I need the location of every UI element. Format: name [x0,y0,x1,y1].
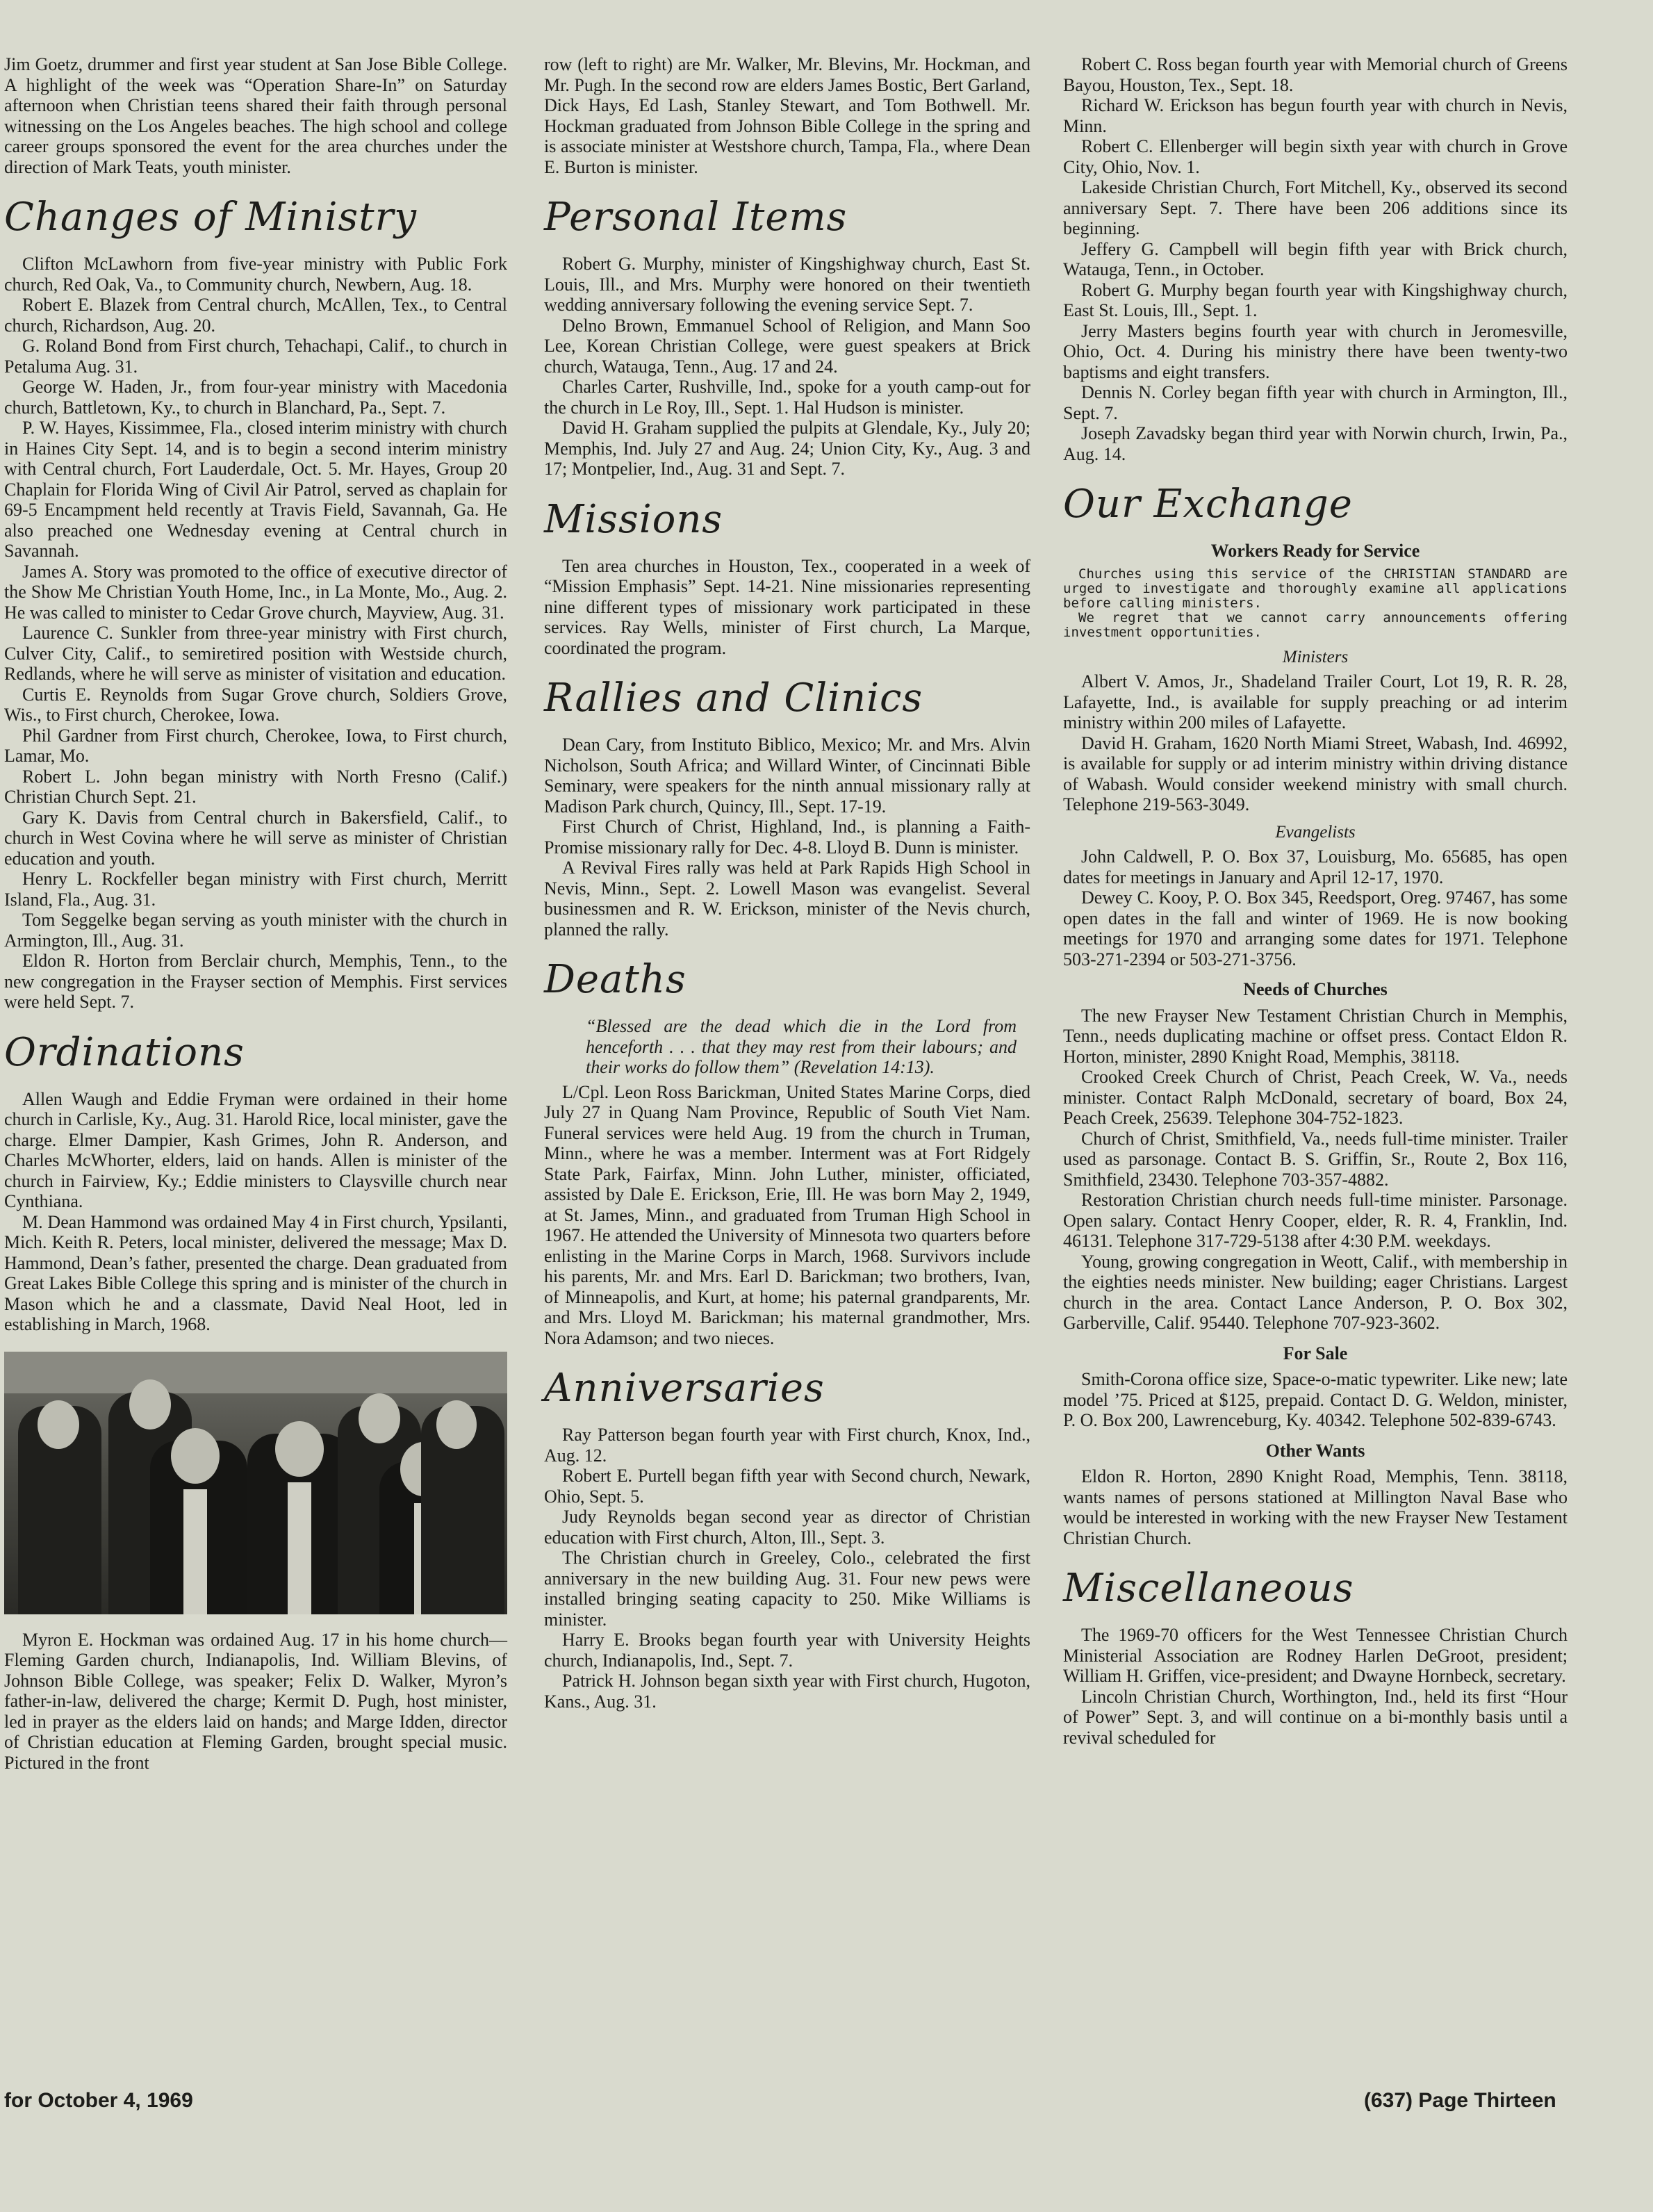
section-title-miscellaneous: Miscellaneous [1063,1566,1354,1611]
list-item: Eldon R. Horton, 2890 Knight Road, Memphis, Tenn. 38118, wants names of persons stationed at Millington Naval Base who would be interested in working with the new Frayser New Testament Christian Church. [1063,1466,1568,1548]
section-title-deaths: Deaths [544,957,686,1002]
list-item: Richard W. Erickson has begun fourth year with church in Nevis, Minn. [1063,95,1568,136]
list-item: Jeffery G. Campbell will begin fifth year with Brick church, Watauga, Tenn., in October. [1063,238,1568,279]
list-item: Robert E. Purtell began fifth year with Second church, Newark, Ohio, Sept. 5. [544,1466,1030,1507]
column-2 [544,54,1030,1712]
subheading-ministers: Ministers [1282,647,1349,666]
footer-date: for October 4, 1969 [4,2089,193,2112]
list-item: Robert E. Blazek from Central church, McAllen, Tex., to Central church, Richardson, Aug. 20. [4,295,507,336]
section-title-personal: Personal Items [544,195,848,240]
list-item: Restoration Christian church needs full-time minister. Parsonage. Open salary. Contact Henry Cooper, elder, R. R. 4, Franklin, Ind. 46131. Telephone 317-729-5138 after 4:30 P.M. weekdays. [1063,1190,1568,1251]
list-item: Young, growing congregation in Weott, Calif., with membership in the eighties needs minister. New building; eager Christians. Largest church in the area. Contact Lance Anderson, P. O. Box 302, Garberville, Calif. 95440. Telephone 707-923-3602. [1063,1251,1568,1333]
list-item: Robert G. Murphy began fourth year with Kingshighway church, East St. Louis, Ill., Sept. 1. [1063,279,1568,320]
list-item: M. Dean Hammond was ordained May 4 in First church, Ypsilanti, Mich. Keith R. Peters, local minister, delivered the message; Max D. Hammond, Dean’s father, presented the charge. Dean graduated from Great Lakes Bible College this spring and is minister of the church in Mason which he and a classmate, David Neal Hoot, led in establishing in March, 1968. [4,1211,507,1334]
photo-caption: Myron E. Hockman was ordained Aug. 17 in his home church—Fleming Garden church, Indianapolis, Ind. William Blevins, of Johnson Bible College, was speaker; Felix D. Walker, Myron’s father-in-law, delivered the charge; Kermit D. Pugh, host minister, led in prayer as the elders laid on hands; and Marge Idden, director of Christian education at Fleming Garden, brought special music. Pictured in the front [4,1629,507,1773]
list-item: George W. Haden, Jr., from four-year ministry with Macedonia church, Battletown, Ky., to church in Blanchard, Pa., Sept. 7. [4,377,507,418]
subheading-sale: For Sale [1283,1343,1348,1363]
section-title-ordinations: Ordinations [4,1029,245,1075]
list-item: Dennis N. Corley began fifth year with church in Armington, Ill., Sept. 7. [1063,382,1568,423]
list-item: David H. Graham, 1620 North Miami Street, Wabash, Ind. 46992, is available for supply or ad interim ministry within driving distance of Wabash. Would consider weekend ministry with small church. Telephone 219-563-3049. [1063,732,1568,814]
section-title-anniversaries: Anniversaries [544,1366,825,1411]
exchange-notice [1063,567,1568,640]
section-title-exchange: Our Exchange [1063,482,1353,527]
list-item: Joseph Zavadsky began third year with Norwin church, Irwin, Pa., Aug. 14. [1063,423,1568,464]
list-item: Robert C. Ellenberger will begin sixth year with church in Grove City, Ohio, Nov. 1. [1063,136,1568,177]
list-item: Laurence C. Sunkler from three-year ministry with First church, Culver City, Calif., to semiretired position with Westside church, Redlands, where he will serve as minister of visitation and education. [4,623,507,684]
list-item: Curtis E. Reynolds from Sugar Grove church, Soldiers Grove, Wis., to First church, Cherokee, Iowa. [4,684,507,725]
list-item: Robert C. Ross began fourth year with Memorial church of Greens Bayou, Houston, Tex., Sept. 18. [1063,54,1568,95]
list-item: James A. Story was promoted to the office of executive director of the Show Me Christian Youth Home, Inc., in La Monte, Mo., Aug. 2. He was called to minister to Cedar Grove church, Mayview, Aug. 31. [4,561,507,623]
list-item: Eldon R. Horton from Berclair church, Memphis, Tenn., to the new congregation in the Frayser section of Memphis. First services were held Sept. 7. [4,951,507,1012]
notice-text: Churches using this service of the CHRISTIAN STANDARD are urged to investigate and thoroughly examine all applications before calling ministers. [1063,566,1568,611]
list-item: Dewey C. Kooy, P. O. Box 345, Reedsport, Oreg. 97467, has some open dates in the fall and winter of 1969. He is now booking meetings for 1970 and arranging some dates for 1971. Telephone 503-271-2394 or 503-271-3756. [1063,887,1568,969]
column-1 [4,54,507,1773]
scripture-quote: “Blessed are the dead which die in the Lord from henceforth . . . that they may rest from their labours; and their works do follow them” (Revelation 14:13). [586,1016,1017,1077]
list-item: Harry E. Brooks began fourth year with University Heights church, Indianapolis, Ind., Sept. 7. [544,1630,1030,1671]
list-item: Phil Gardner from First church, Cherokee, Iowa, to First church, Lamar, Mo. [4,725,507,766]
list-item: Ten area churches in Houston, Tex., cooperated in a week of “Mission Emphasis” Sept. 14-21. Nine missionaries representing nine different types of missionary work participated in these services. Ray Wells, minister of First church, La Marque, coordinated the program. [544,555,1030,658]
list-item: First Church of Christ, Highland, Ind., is planning a Faith-Promise missionary rally for Dec. 4-8. Lloyd B. Dunn is minister. [544,817,1030,858]
column-3 [1063,54,1568,1748]
list-item: Jerry Masters begins fourth year with church in Jeromesville, Ohio, Oct. 4. During his ministry there have been twenty-two baptisms and eight transfers. [1063,320,1568,382]
subheading-needs: Needs of Churches [1243,979,1388,999]
subheading-evangelists: Evangelists [1275,822,1356,842]
section-title-rallies: Rallies and Clinics [544,675,923,721]
list-item: Henry L. Rockfeller began ministry with First church, Merritt Island, Fla., Aug. 31. [4,869,507,910]
list-item: Patrick H. Johnson began sixth year with First church, Hugoton, Kans., Aug. 31. [544,1671,1030,1712]
changes-list [4,254,507,1013]
section-title-missions: Missions [544,496,723,542]
list-item: Lakeside Christian Church, Fort Mitchell, Ky., observed its second anniversary Sept. 7. There have been 206 additions since its beginning. [1063,177,1568,238]
list-item: Smith-Corona office size, Space-o-matic typewriter. Like new; late model ’75. Priced at $125, prepaid. Contact D. G. Weldon, minister, P. O. Box 200, Lawrenceburg, Ky. 40342. Telephone 502-839-6743. [1063,1369,1568,1430]
list-item: G. Roland Bond from First church, Tehachapi, Calif., to church in Petaluma Aug. 31. [4,336,507,377]
list-item: The Christian church in Greeley, Colo., celebrated the first anniversary in the new building Aug. 31. Four new pews were installed bringing seating capacity to 250. Mike Williams is minister. [544,1548,1030,1630]
list-item: Robert L. John began ministry with North Fresno (Calif.) Christian Church Sept. 21. [4,766,507,807]
list-item: Tom Seggelke began serving as youth minister with the church in Armington, Ill., Aug. 31. [4,910,507,951]
footer-page-number: (637) Page Thirteen [1364,2089,1556,2112]
intro-paragraph: Jim Goetz, drummer and first year student at San Jose Bible College. A highlight of the week was “Operation Share-In” on Saturday afternoon when Christian teens shared their faith through personal witnessing on the Los Angeles beaches. The high school and college career groups sponsored the event for the area churches under the direction of Mark Teats, youth minister. [4,54,507,177]
list-item: L/Cpl. Leon Ross Barickman, United States Marine Corps, died July 27 in Quang Nam Province, Republic of South Viet Nam. Funeral services were held Aug. 19 from the church in Truman, Minn., where he was a member. Interment was at Fort Ridgely State Park, Fairfax, Minn. John Luther, minister, officiated, assisted by Dale E. Erickson, Erie, Ill. He was born May 2, 1949, at St. James, Minn., and graduated from Truman High School in 1967. He attended the University of Minnesota two quarters before enlisting in the Marine Corps in March, 1968. Survivors include his parents, Mr. and Mrs. Earl D. Barickman; two brothers, Ivan, of Minneapolis, and Kurt, at home; his paternal grandparents, Mr. and Mrs. Lloyd M. Barickman; his maternal grandmother, Mrs. Nora Adamson; and two nieces. [544,1081,1030,1348]
list-item: John Caldwell, P. O. Box 37, Louisburg, Mo. 65685, has open dates for meetings in January and April 12-17, 1970. [1063,846,1568,887]
list-item: David H. Graham supplied the pulpits at Glendale, Ky., July 20; Memphis, Ind. July 27 and Aug. 24; Union City, Ky., Aug. 3 and 17; Montpelier, Ind., Aug. 31 and Sept. 7. [544,418,1030,479]
list-item: Robert G. Murphy, minister of Kingshighway church, East St. Louis, Ill., and Mrs. Murphy were honored on their twentieth wedding anniversary following the evening service Sept. 7. [544,254,1030,315]
list-item: Dean Cary, from Instituto Biblico, Mexico; Mr. and Mrs. Alvin Nicholson, South Africa; and Willard Winter, of Cincinnati Bible Seminary, were speakers for the ninth annual missionary rally at Madison Park church, Quincy, Ill., Sept. 17-19. [544,735,1030,817]
list-item: P. W. Hayes, Kissimmee, Fla., closed interim ministry with church in Haines City Sept. 14, and is to begin a second interim ministry with Central church, Fort Lauderdale, Oct. 5. Mr. Hayes, Group 20 Chaplain for Florida Wing of Civil Air Patrol, served as chaplain for 69-5 Encampment held recently at Travis Field, Savannah, Ga. He also preached one Wednesday evening at Central church in Savannah. [4,418,507,561]
list-item: Albert V. Amos, Jr., Shadeland Trailer Court, Lot 19, R. R. 28, Lafayette, Ind., is available for supply preaching or ad interim ministry within 200 miles of Lafayette. [1063,671,1568,732]
section-title-changes: Changes of Ministry [4,195,418,240]
subheading-wants: Other Wants [1265,1440,1365,1461]
list-item: A Revival Fires rally was held at Park Rapids High School in Nevis, Minn., Sept. 2. Lowell Mason was evangelist. Several businessmen and R. W. Erickson, minister of the Nevis church, planned the rally. [544,858,1030,940]
ordination-photo [4,1352,507,1614]
list-item: The new Frayser New Testament Christian Church in Memphis, Tenn., needs duplicating machine or offset press. Contact Eldon R. Horton, minister, 2890 Knight Road, Memphis, 38118. [1063,1005,1568,1067]
list-item: Crooked Creek Church of Christ, Peach Creek, W. Va., needs minister. Contact Ralph McDonald, secretary of board, Box 24, Peach Creek, 25639. Telephone 304-752-1823. [1063,1067,1568,1128]
list-item: Gary K. Davis from Central church in Bakersfield, Calif., to church in West Covina where he will serve as minister of Christian education and youth. [4,807,507,869]
list-item: Lincoln Christian Church, Worthington, Ind., held its first “Hour of Power” Sept. 3, and will continue on a bi-monthly basis until a revival scheduled for [1063,1686,1568,1748]
list-item: Ray Patterson began fourth year with First church, Knox, Ind., Aug. 12. [544,1425,1030,1466]
subheading-workers: Workers Ready for Service [1210,541,1420,561]
list-item: Charles Carter, Rushville, Ind., spoke for a youth camp-out for the church in Le Roy, Ill., Sept. 1. Hal Hudson is minister. [544,377,1030,418]
list-item: Church of Christ, Smithfield, Va., needs full-time minister. Trailer used as parsonage. Contact B. S. Griffin, Sr., Route 2, Box 116, Smithfield, 23430. Telephone 703-357-4882. [1063,1128,1568,1190]
list-item: The 1969-70 officers for the West Tennessee Christian Church Ministerial Association are Rodney Harlen DeGroot, president; William H. Griffen, vice-president; and Dwayne Hornbeck, secretary. [1063,1625,1568,1686]
list-item: Allen Waugh and Eddie Fryman were ordained in their home church in Carlisle, Ky., Aug. 31. Harold Rice, local minister, gave the charge. Elmer Dampier, Kash Grimes, John R. Anderson, and Charles McWhorter, elders, laid on hands. Allen is minister of the church in Fairview, Ky.; Eddie ministers to Claysville church near Cynthiana. [4,1088,507,1211]
list-item: Clifton McLawhorn from five-year ministry with Public Fork church, Red Oak, Va., to Community church, Newbern, Aug. 18. [4,254,507,295]
notice-text: We regret that we cannot carry announcements offering investment opportunities. [1063,609,1568,640]
list-item: Delno Brown, Emmanuel School of Religion, and Mann Soo Lee, Korean Christian College, were guest speakers at Brick church, Watauga, Tenn., Aug. 17 and 24. [544,315,1030,377]
caption-continued: row (left to right) are Mr. Walker, Mr. Blevins, Mr. Hockman, and Mr. Pugh. In the second row are elders James Bostic, Bert Garland, Dick Hays, Ed Lash, Stanley Stewart, and Tom Bothwell. Mr. Hockman graduated from Johnson Bible College in the spring and is associate minister at Westshore church, Tampa, Fla., where Dean E. Burton is minister. [544,54,1030,177]
list-item: Judy Reynolds began second year as director of Christian education with First church, Alton, Ill., Sept. 3. [544,1507,1030,1548]
